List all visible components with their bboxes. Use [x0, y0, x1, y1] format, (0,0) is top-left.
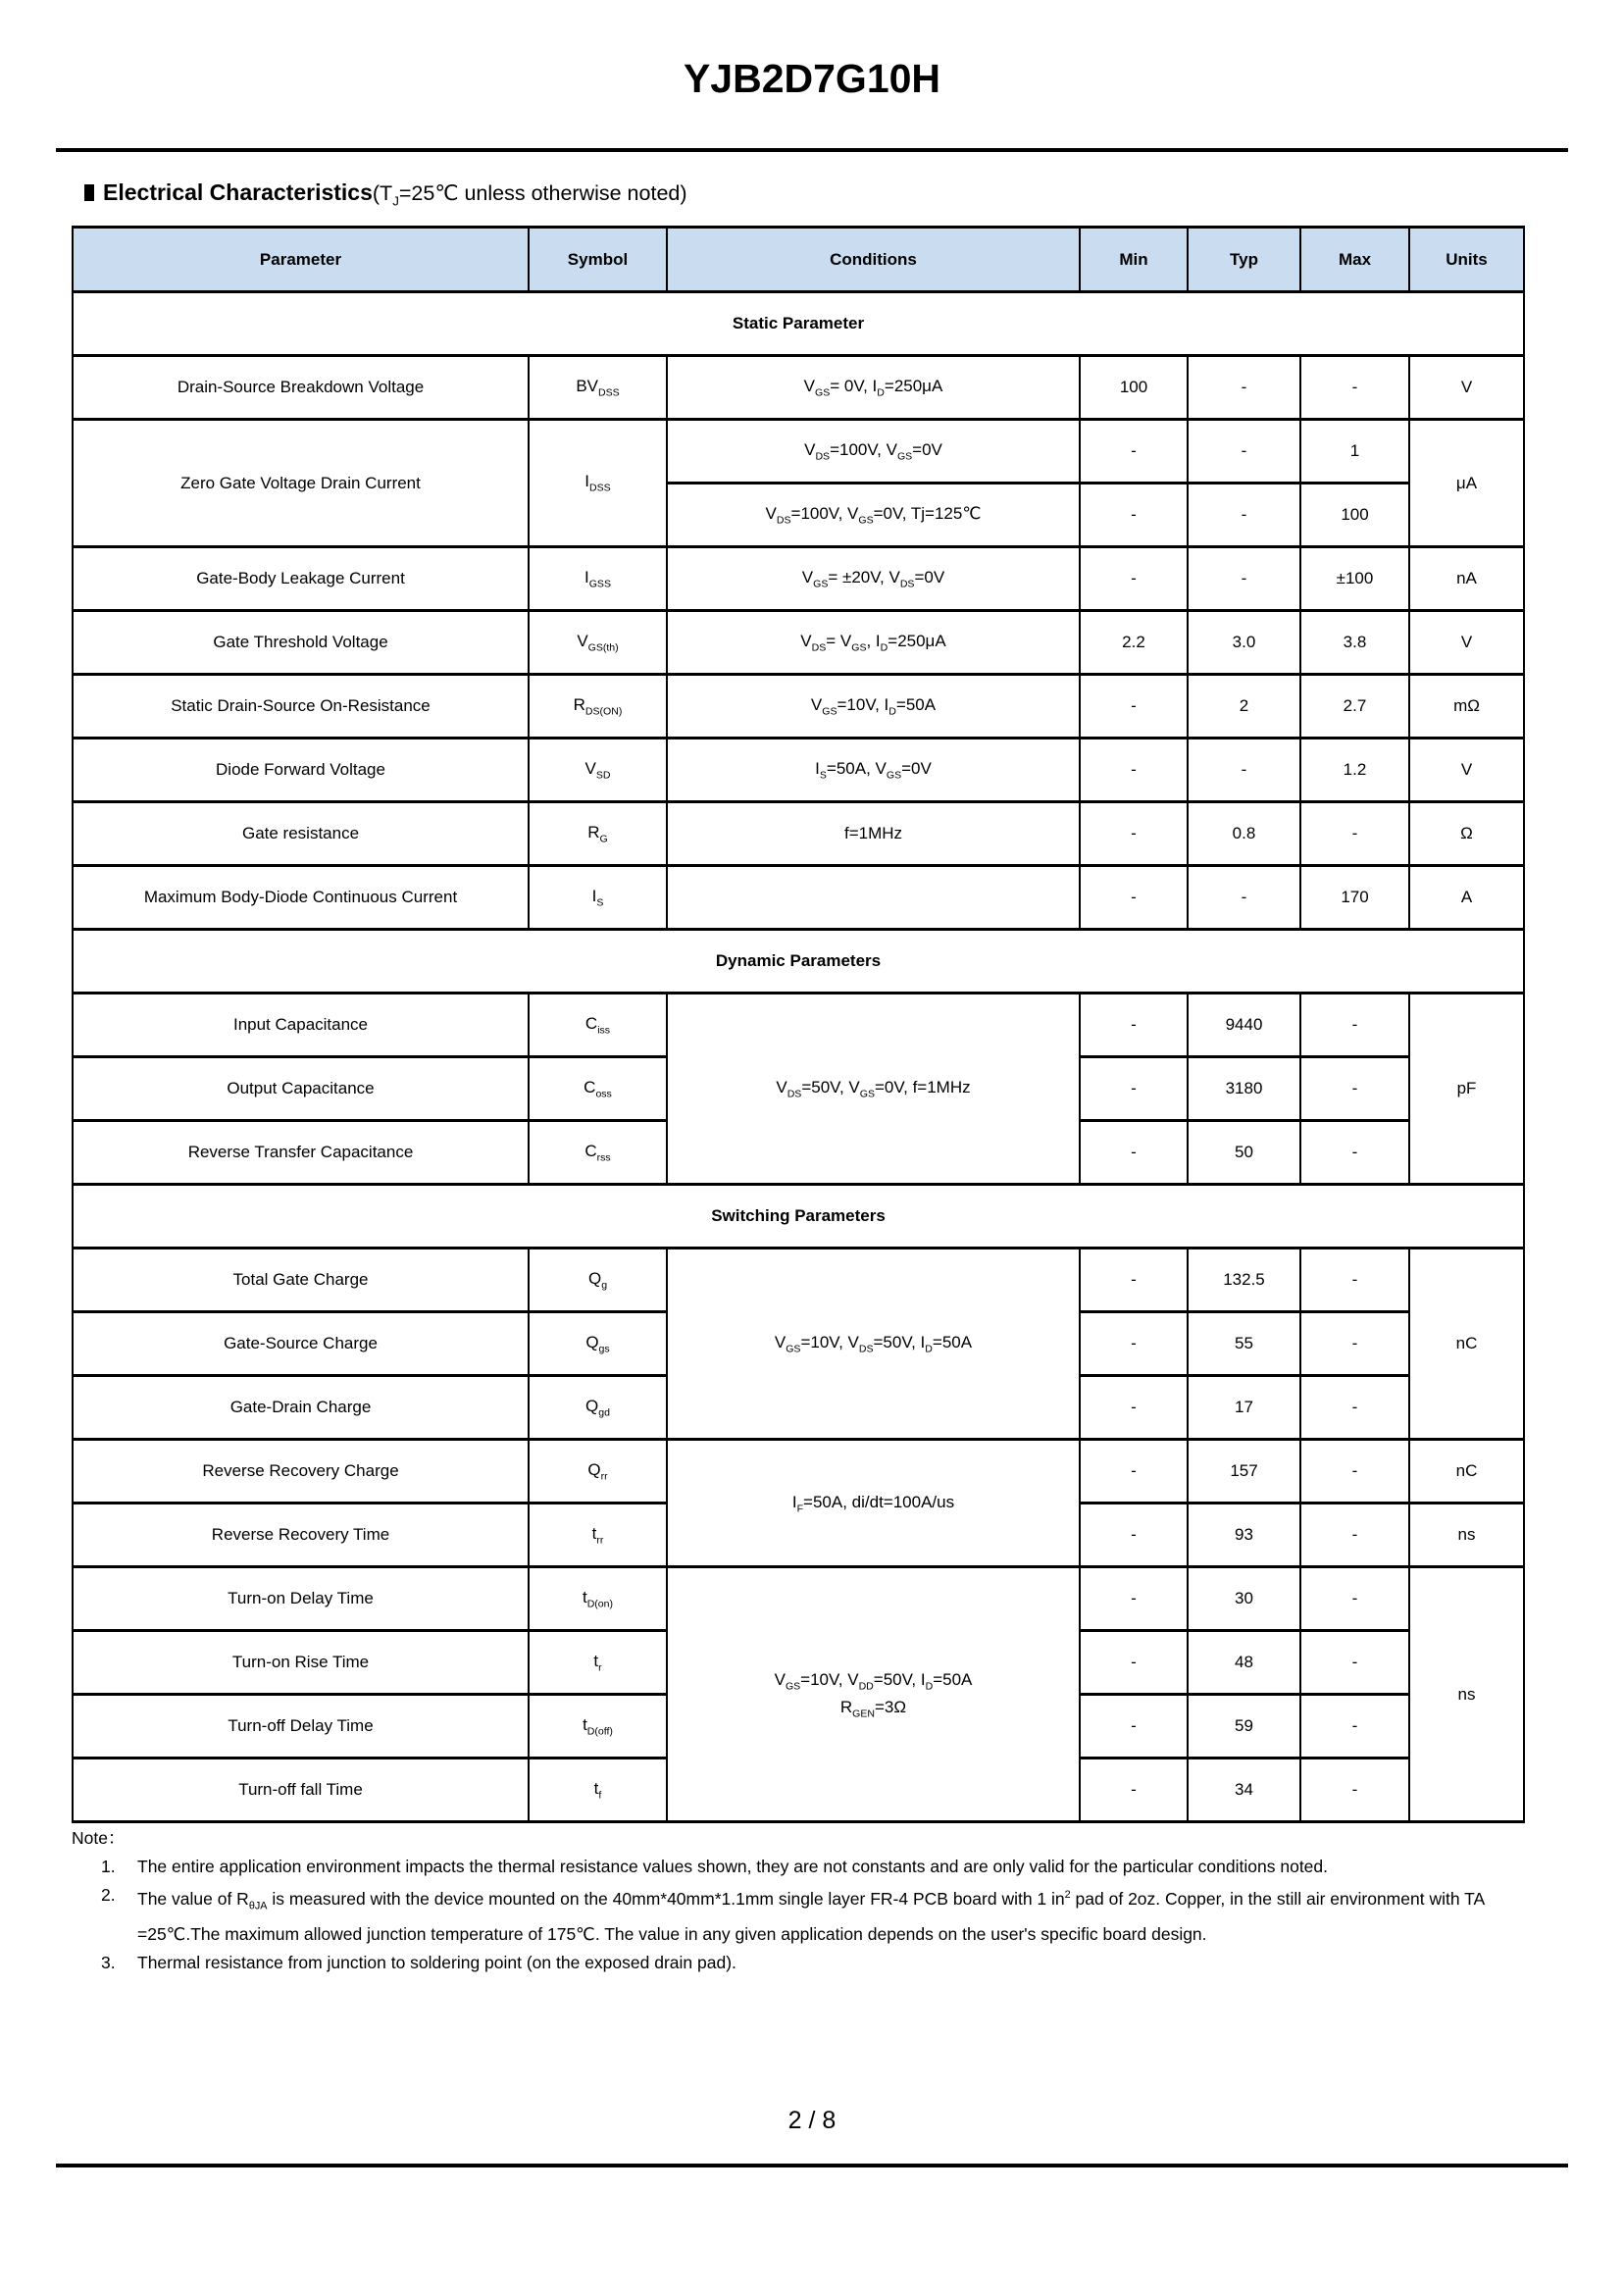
- column-header-parameter: Parameter: [73, 228, 529, 292]
- max-cell: -: [1300, 1376, 1409, 1440]
- typ-cell: -: [1188, 739, 1300, 802]
- note-number: 2.: [101, 1885, 116, 1905]
- parameter-cell: Reverse Recovery Time: [73, 1504, 529, 1567]
- typ-cell: 59: [1188, 1695, 1300, 1759]
- row-qrr: [73, 1440, 1524, 1504]
- symbol-cell: $Q_{rr}$: [529, 1440, 667, 1504]
- min-cell: -: [1080, 420, 1188, 484]
- row-igss: [73, 547, 1524, 611]
- units-cell: ns: [1409, 1567, 1524, 1822]
- symbol-cell: $V_{GS(th)}$: [529, 611, 667, 675]
- min-cell: -: [1080, 675, 1188, 739]
- units-cell: nA: [1409, 547, 1524, 611]
- min-cell: -: [1080, 866, 1188, 930]
- min-cell: -: [1080, 1249, 1188, 1312]
- row-ciss: [73, 994, 1524, 1057]
- units-cell: V: [1409, 739, 1524, 802]
- max-cell: -: [1300, 994, 1409, 1057]
- min-cell: -: [1080, 484, 1188, 547]
- symbol-cell: $t_r$: [529, 1631, 667, 1695]
- parameter-cell: Reverse Transfer Capacitance: [73, 1121, 529, 1185]
- typ-cell: -: [1188, 866, 1300, 930]
- column-header-symbol: Symbol: [529, 228, 667, 292]
- max-cell: -: [1300, 1759, 1409, 1822]
- max-cell: ±100: [1300, 547, 1409, 611]
- min-cell: -: [1080, 1057, 1188, 1121]
- header-rule: [56, 148, 1568, 152]
- min-cell: -: [1080, 1695, 1188, 1759]
- page-number: 2 / 8: [787, 2107, 837, 2134]
- symbol-cell: $t_{rr}$: [529, 1504, 667, 1567]
- row-vgsth: [73, 611, 1524, 675]
- row-vsd: [73, 739, 1524, 802]
- conditions-cell: [667, 1567, 1080, 1822]
- section-heading-note: ($T_J=25℃$ unless otherwise noted): [372, 181, 687, 209]
- max-cell: -: [1300, 802, 1409, 866]
- row-rg: [73, 802, 1524, 866]
- units-cell: Ω: [1409, 802, 1524, 866]
- max-cell: 1: [1300, 420, 1409, 484]
- units-cell: A: [1409, 866, 1524, 930]
- conditions-cell: $V_{DS}= V_{GS}$, $I_D=250\mu A$: [667, 611, 1080, 675]
- section-label: Switching Parameters: [73, 1185, 1524, 1249]
- parameter-cell: Drain-Source Breakdown Voltage: [73, 356, 529, 420]
- symbol-cell: $I_{DSS}$: [529, 420, 667, 547]
- row-qg: [73, 1249, 1524, 1312]
- max-cell: -: [1300, 1057, 1409, 1121]
- max-cell: -: [1300, 1249, 1409, 1312]
- parameter-cell: Reverse Recovery Charge: [73, 1440, 529, 1504]
- conditions-cell: $V_{GS}= \pm 20V$, $V_{DS}=0V$: [667, 547, 1080, 611]
- min-cell: -: [1080, 1121, 1188, 1185]
- min-cell: -: [1080, 994, 1188, 1057]
- max-cell: -: [1300, 1504, 1409, 1567]
- page-title: YJB2D7G10H: [683, 56, 941, 101]
- section-label: Static Parameter: [73, 292, 1524, 356]
- units-cell: V: [1409, 356, 1524, 420]
- symbol-cell: $t_f$: [529, 1759, 667, 1822]
- symbol-cell: $R_G$: [529, 802, 667, 866]
- units-cell: ns: [1409, 1504, 1524, 1567]
- note-item-3: [72, 1949, 1570, 1977]
- typ-cell: 3180: [1188, 1057, 1300, 1121]
- parameter-cell: Total Gate Charge: [73, 1249, 529, 1312]
- units-cell: mΩ: [1409, 675, 1524, 739]
- min-cell: -: [1080, 547, 1188, 611]
- parameter-cell: Turn-off fall Time: [73, 1759, 529, 1822]
- row-is: [73, 866, 1524, 930]
- note-number: 3.: [101, 1953, 116, 1973]
- footer-rule: [56, 2164, 1568, 2167]
- symbol-cell: $Q_g$: [529, 1249, 667, 1312]
- min-cell: -: [1080, 1631, 1188, 1695]
- max-cell: -: [1300, 1312, 1409, 1376]
- section-row-static: [73, 292, 1524, 356]
- conditions-cell: $V_{GS}=10V$, $V_{DS}=50V$, $I_D=50A$: [667, 1249, 1080, 1440]
- parameter-cell: Gate-Body Leakage Current: [73, 547, 529, 611]
- typ-cell: -: [1188, 484, 1300, 547]
- typ-cell: -: [1188, 547, 1300, 611]
- symbol-cell: $V_{SD}$: [529, 739, 667, 802]
- parameter-cell: Diode Forward Voltage: [73, 739, 529, 802]
- min-cell: -: [1080, 1440, 1188, 1504]
- max-cell: 2.7: [1300, 675, 1409, 739]
- min-cell: 2.2: [1080, 611, 1188, 675]
- header-row: [73, 228, 1524, 292]
- conditions-cell: $I_S=50A$, $V_{GS}=0V$: [667, 739, 1080, 802]
- column-header-typ: Typ: [1188, 228, 1300, 292]
- typ-cell: 55: [1188, 1312, 1300, 1376]
- conditions-line-1: $V_{GS}=10V$, $V_{DD}=50V$, $I_D=50A$: [774, 1669, 973, 1693]
- parameter-cell: Output Capacitance: [73, 1057, 529, 1121]
- max-cell: -: [1300, 1695, 1409, 1759]
- parameter-cell: Input Capacitance: [73, 994, 529, 1057]
- conditions-line-2: $R_{GEN}=3\Omega$: [839, 1697, 907, 1719]
- units-cell: nC: [1409, 1249, 1524, 1440]
- units-cell: V: [1409, 611, 1524, 675]
- typ-cell: 34: [1188, 1759, 1300, 1822]
- symbol-cell: $I_{GSS}$: [529, 547, 667, 611]
- conditions-cell: $V_{DS}=100V$, $V_{GS}=0V$: [667, 420, 1080, 484]
- section-heading: [84, 179, 687, 208]
- typ-cell: 2: [1188, 675, 1300, 739]
- section-heading-title: Electrical Characteristics: [103, 179, 373, 205]
- typ-cell: 50: [1188, 1121, 1300, 1185]
- column-header-min: Min: [1080, 228, 1188, 292]
- units-cell: nC: [1409, 1440, 1524, 1504]
- typ-cell: 48: [1188, 1631, 1300, 1695]
- note-item-2: [72, 1881, 1570, 1949]
- max-cell: -: [1300, 1567, 1409, 1631]
- parameter-cell: Gate resistance: [73, 802, 529, 866]
- conditions-cell: f=1MHz: [667, 802, 1080, 866]
- typ-cell: 132.5: [1188, 1249, 1300, 1312]
- symbol-cell: $t_{D(off)}$: [529, 1695, 667, 1759]
- max-cell: 1.2: [1300, 739, 1409, 802]
- symbol-cell: $Q_{gd}$: [529, 1376, 667, 1440]
- conditions-cell: $V_{DS}=100V$, $V_{GS}=0V$, Tj=125℃: [667, 484, 1080, 547]
- electrical-characteristics-table: [72, 226, 1525, 1823]
- symbol-cell: $t_{D(on)}$: [529, 1567, 667, 1631]
- parameter-cell: Turn-on Delay Time: [73, 1567, 529, 1631]
- parameter-cell: Maximum Body-Diode Continuous Current: [73, 866, 529, 930]
- max-cell: 3.8: [1300, 611, 1409, 675]
- parameter-cell: Turn-off Delay Time: [73, 1695, 529, 1759]
- note-text: The value of $R_{\theta JA}$ is measured with the device mounted on the 40mm*40mm*1.1mm single layer FR-4 PCB board with 1 $in^2$ pad of 2oz. Copper, in the still air environment with TA =25℃.The maximum allowed junction temperature of 175℃. The value in any given application depends on the user's specific board design.: [137, 1888, 1485, 1945]
- max-cell: 170: [1300, 866, 1409, 930]
- max-cell: -: [1300, 1121, 1409, 1185]
- min-cell: 100: [1080, 356, 1188, 420]
- notes-label: Note：: [72, 1828, 126, 1848]
- min-cell: -: [1080, 1759, 1188, 1822]
- min-cell: -: [1080, 1312, 1188, 1376]
- conditions-cell: [667, 866, 1080, 930]
- symbol-cell: $C_{oss}$: [529, 1057, 667, 1121]
- column-header-max: Max: [1300, 228, 1409, 292]
- symbol-cell: $R_{DS(ON)}$: [529, 675, 667, 739]
- note-item-1: [72, 1853, 1570, 1881]
- conditions-cell: $V_{GS}=10V$, $I_D=50A$: [667, 675, 1080, 739]
- min-cell: -: [1080, 1376, 1188, 1440]
- typ-cell: 9440: [1188, 994, 1300, 1057]
- section-row-switching: [73, 1185, 1524, 1249]
- min-cell: -: [1080, 1567, 1188, 1631]
- typ-cell: 17: [1188, 1376, 1300, 1440]
- typ-cell: -: [1188, 420, 1300, 484]
- max-cell: -: [1300, 1440, 1409, 1504]
- units-cell: pF: [1409, 994, 1524, 1185]
- parameter-cell: Zero Gate Voltage Drain Current: [73, 420, 529, 547]
- typ-cell: 30: [1188, 1567, 1300, 1631]
- typ-cell: -: [1188, 356, 1300, 420]
- typ-cell: 157: [1188, 1440, 1300, 1504]
- symbol-cell: $I_S$: [529, 866, 667, 930]
- max-cell: 100: [1300, 484, 1409, 547]
- conditions-cell: $V_{GS}= 0V$, $I_D=250\mu A$: [667, 356, 1080, 420]
- parameter-cell: Gate-Drain Charge: [73, 1376, 529, 1440]
- units-cell: μA: [1409, 420, 1524, 547]
- parameter-cell: Turn-on Rise Time: [73, 1631, 529, 1695]
- max-cell: -: [1300, 356, 1409, 420]
- min-cell: -: [1080, 802, 1188, 866]
- column-header-conditions: Conditions: [667, 228, 1080, 292]
- symbol-cell: $C_{iss}$: [529, 994, 667, 1057]
- typ-cell: 3.0: [1188, 611, 1300, 675]
- parameter-cell: Gate-Source Charge: [73, 1312, 529, 1376]
- min-cell: -: [1080, 739, 1188, 802]
- conditions-cell: $V_{DS}=50V$, $V_{GS}=0V$, f=1MHz: [667, 994, 1080, 1185]
- max-cell: -: [1300, 1631, 1409, 1695]
- symbol-cell: $Q_{gs}$: [529, 1312, 667, 1376]
- parameter-cell: Static Drain-Source On-Resistance: [73, 675, 529, 739]
- note-text: Thermal resistance from junction to soldering point (on the exposed drain pad).: [137, 1953, 736, 1973]
- section-row-dynamic: [73, 930, 1524, 994]
- square-bullet-icon: [84, 184, 94, 201]
- symbol-cell: $C_{rss}$: [529, 1121, 667, 1185]
- typ-cell: 93: [1188, 1504, 1300, 1567]
- column-header-units: Units: [1409, 228, 1524, 292]
- typ-cell: 0.8: [1188, 802, 1300, 866]
- row-bvdss: [73, 356, 1524, 420]
- section-label: Dynamic Parameters: [73, 930, 1524, 994]
- note-number: 1.: [101, 1857, 116, 1876]
- note-text: The entire application environment impacts the thermal resistance values shown, they are not constants and are only valid for the particular conditions noted.: [137, 1857, 1329, 1876]
- symbol-cell: $BV_{DSS}$: [529, 356, 667, 420]
- notes-section: [72, 1824, 1570, 1977]
- row-tdon: [73, 1567, 1524, 1631]
- row-rdson: [73, 675, 1524, 739]
- parameter-cell: Gate Threshold Voltage: [73, 611, 529, 675]
- row-idss-1: [73, 420, 1524, 484]
- conditions-cell: $I_F=50A$, di/dt=100A/us: [667, 1440, 1080, 1567]
- min-cell: -: [1080, 1504, 1188, 1567]
